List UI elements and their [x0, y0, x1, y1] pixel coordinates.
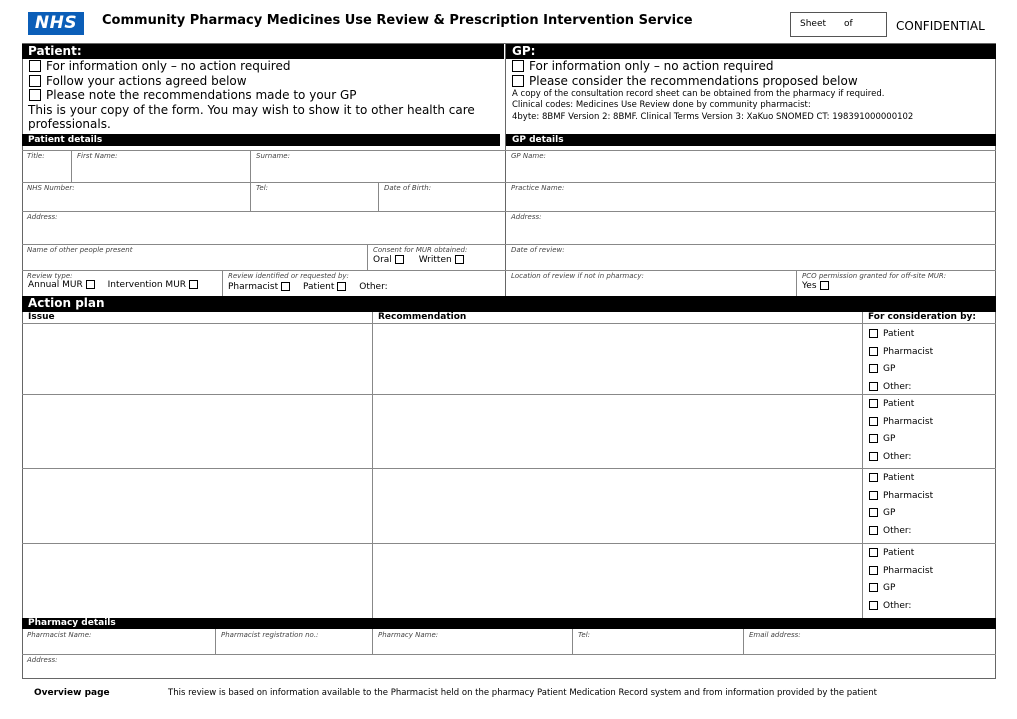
checkbox[interactable]	[29, 89, 41, 101]
consideration-option[interactable]	[869, 548, 914, 558]
pharmacist-label: Pharmacist	[228, 282, 279, 292]
consideration-label: Patient	[883, 329, 915, 339]
practice-name-field[interactable]: Practice Name:	[511, 184, 565, 192]
tel-field[interactable]: Tel:	[256, 184, 269, 192]
location-field[interactable]: Location of review if not in pharmacy:	[511, 272, 644, 280]
consideration-option[interactable]	[869, 601, 911, 611]
consideration-label: GP	[883, 508, 896, 518]
issue-cell[interactable]	[22, 394, 372, 468]
consideration-option[interactable]	[869, 566, 933, 576]
recommendation-column-header: Recommendation	[378, 312, 467, 322]
pharmacist-checkbox[interactable]	[281, 282, 290, 291]
checkbox[interactable]	[869, 434, 878, 443]
intervention-mur-checkbox[interactable]	[189, 280, 198, 289]
consideration-option[interactable]	[869, 434, 895, 444]
checkbox[interactable]	[869, 583, 878, 592]
title-field[interactable]: Title:	[27, 152, 45, 160]
issue-cell[interactable]	[22, 468, 372, 543]
checkbox[interactable]	[869, 473, 878, 482]
email-field[interactable]: Email address:	[749, 631, 801, 639]
patient-option-gp[interactable]: Please note the recommendations made to your GP	[29, 88, 475, 103]
yes-checkbox[interactable]	[820, 281, 829, 290]
consideration-label: Pharmacist	[883, 346, 934, 357]
gp-option-consider[interactable]: Please consider the recommendations proposed below	[512, 74, 913, 89]
consideration-label: Pharmacist	[883, 565, 934, 576]
issue-cell[interactable]	[22, 324, 372, 394]
sheet-number-box[interactable]	[790, 12, 887, 37]
patient-details-heading: Patient details	[22, 134, 500, 146]
checkbox[interactable]	[869, 491, 878, 500]
pharmacy-address-field[interactable]: Address:	[27, 656, 58, 664]
pharmacy-tel-field[interactable]: Tel:	[578, 631, 591, 639]
consideration-option[interactable]	[869, 473, 914, 483]
issue-column-header: Issue	[28, 312, 55, 322]
gp-info-line2: Clinical codes: Medicines Use Review done by community pharmacist:	[512, 100, 811, 110]
patient-address-field[interactable]: Address:	[27, 213, 58, 221]
recommendation-cell[interactable]	[373, 394, 862, 468]
gp-details-heading: GP details	[506, 134, 996, 146]
checkbox[interactable]	[512, 60, 524, 72]
divider	[862, 312, 863, 618]
patient-note-line2: professionals.	[28, 117, 111, 131]
other-label: Other:	[359, 282, 388, 292]
oral-label: Oral	[373, 255, 392, 265]
consideration-label: GP	[883, 434, 896, 444]
checkbox[interactable]	[869, 566, 878, 575]
consideration-option[interactable]	[869, 526, 911, 536]
checkbox[interactable]	[869, 382, 878, 391]
checkbox[interactable]	[869, 601, 878, 610]
action-plan-header-row	[22, 312, 996, 324]
gp-options	[512, 59, 913, 123]
consideration-option[interactable]	[869, 491, 933, 501]
date-of-review-field[interactable]: Date of review:	[511, 246, 565, 254]
confidential-label: CONFIDENTIAL	[896, 19, 985, 33]
footer-note: This review is based on information available to the Pharmacist held on the pharmacy Patient Medication Record system and from information provided by the patient	[168, 688, 878, 698]
review-type-field: Review type: Annual MUR Intervention MUR	[22, 270, 222, 296]
gp-option-info[interactable]: For information only – no action required	[512, 59, 913, 74]
consideration-option[interactable]	[869, 364, 895, 374]
pharmacy-name-field[interactable]: Pharmacy Name:	[378, 631, 439, 639]
gp-name-field[interactable]: GP Name:	[511, 152, 546, 160]
yes-label: Yes	[802, 281, 817, 291]
footer-page-label: Overview page	[34, 688, 110, 698]
patient-checkbox[interactable]	[337, 282, 346, 291]
consideration-label: Patient	[883, 548, 915, 558]
pco-permission-field: PCO permission granted for off-site MUR: Yes	[802, 272, 947, 291]
consideration-option[interactable]	[869, 452, 911, 462]
consideration-option[interactable]	[869, 417, 933, 427]
written-label: Written	[418, 255, 452, 265]
sheet-label: Sheet	[800, 19, 827, 29]
patient-option-follow[interactable]: Follow your actions agreed below	[29, 74, 475, 89]
consideration-label: Pharmacist	[883, 490, 934, 501]
consideration-option[interactable]	[869, 508, 895, 518]
consideration-label: Pharmacist	[883, 416, 934, 427]
recommendation-cell[interactable]	[373, 468, 862, 543]
consideration-column-header: For consideration by:	[868, 312, 976, 322]
checkbox[interactable]	[869, 417, 878, 426]
consideration-label: Other:	[883, 451, 912, 462]
identified-by-field: Review identified or requested by: Pharmacist Patient Other:	[228, 272, 388, 292]
checkbox[interactable]	[512, 75, 524, 87]
registration-field[interactable]: Pharmacist registration no.:	[221, 631, 319, 639]
patient-options	[29, 59, 475, 132]
consideration-label: GP	[883, 583, 896, 593]
consideration-label: Other:	[883, 525, 912, 536]
patient-note-line1: This is your copy of the form. You may wish to show it to other health care	[28, 102, 475, 117]
annual-mur-label: Annual MUR	[28, 280, 83, 290]
checkbox[interactable]	[869, 329, 878, 338]
of-label: of	[844, 19, 853, 29]
first-name-field[interactable]: First Name:	[77, 152, 118, 160]
nhs-number-field[interactable]: NHS Number:	[27, 184, 75, 192]
patient-option-info[interactable]: For information only – no action required	[29, 59, 475, 74]
consideration-label: Patient	[883, 399, 915, 409]
consideration-label: GP	[883, 364, 896, 374]
checkbox[interactable]	[869, 508, 878, 517]
consideration-label: Patient	[883, 473, 915, 483]
surname-field[interactable]: Surname:	[256, 152, 290, 160]
checkbox[interactable]	[869, 526, 878, 535]
checkbox[interactable]	[869, 347, 878, 356]
checkbox[interactable]	[869, 364, 878, 373]
others-present-field[interactable]: Name of other people present	[27, 246, 133, 254]
recommendation-cell[interactable]	[373, 543, 862, 618]
checkbox[interactable]	[29, 75, 41, 87]
gp-info-line1: A copy of the consultation record sheet can be obtained from the pharmacy if required.	[512, 89, 885, 99]
oral-checkbox[interactable]	[395, 255, 404, 264]
checkbox[interactable]	[869, 452, 878, 461]
action-plan-heading: Action plan	[22, 296, 996, 312]
checkbox[interactable]	[29, 60, 41, 72]
gp-address-field[interactable]: Address:	[511, 213, 542, 221]
consent-field: Consent for MUR obtained: Oral Written	[373, 246, 468, 265]
consideration-option[interactable]	[869, 329, 914, 339]
pharmacy-details-heading: Pharmacy details	[22, 618, 996, 629]
recommendation-cell[interactable]	[373, 324, 862, 394]
pharmacist-name-field[interactable]: Pharmacist Name:	[27, 631, 92, 639]
nhs-logo: NHS	[28, 12, 84, 35]
consideration-label: Other:	[883, 381, 912, 392]
checkbox[interactable]	[869, 548, 878, 557]
form-title: Community Pharmacy Medicines Use Review & Prescription Intervention Service	[102, 13, 693, 28]
patient-heading: Patient:	[22, 44, 504, 59]
dob-field[interactable]: Date of Birth:	[384, 184, 432, 192]
annual-mur-checkbox[interactable]	[86, 280, 95, 289]
consideration-option[interactable]	[869, 347, 933, 357]
consideration-label: Other:	[883, 600, 912, 611]
consideration-option[interactable]	[869, 382, 911, 392]
consideration-option[interactable]	[869, 399, 914, 409]
issue-cell[interactable]	[22, 543, 372, 618]
gp-heading: GP:	[506, 44, 996, 59]
intervention-mur-label: Intervention MUR	[107, 280, 187, 290]
consideration-option[interactable]	[869, 583, 895, 593]
written-checkbox[interactable]	[455, 255, 464, 264]
checkbox[interactable]	[869, 399, 878, 408]
gp-info-line3: 4byte: 8BMF Version 2: 8BMF. Clinical Terms Version 3: XaKuo SNOMED CT: 198391000000102	[512, 112, 914, 122]
patient-label: Patient	[303, 282, 335, 292]
